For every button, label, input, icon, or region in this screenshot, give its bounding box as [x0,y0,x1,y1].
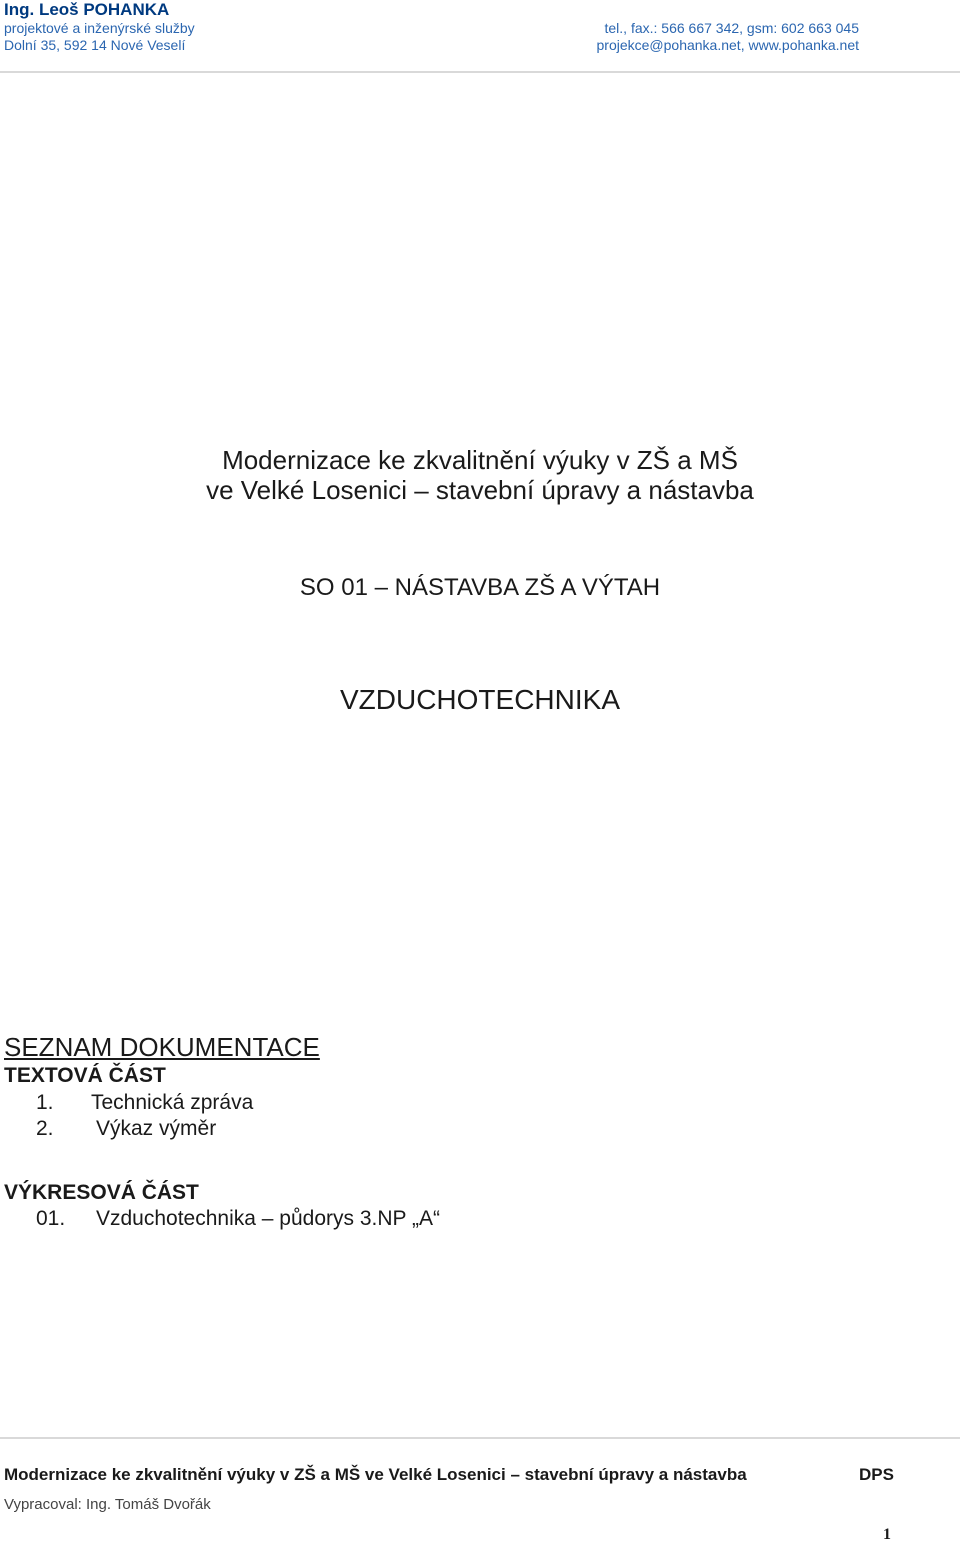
object-title: SO 01 – NÁSTAVBA ZŠ A VÝTAH [299,574,661,601]
text-item-number: 2. [36,1117,54,1140]
footer-divider [0,1437,960,1439]
documentation-heading: SEZNAM DOKUMENTACE [4,1032,320,1062]
company-address: Dolní 35, 592 14 Nové Veselí [4,37,186,53]
drawing-item-number: 01. [36,1207,66,1230]
text-part-heading: TEXTOVÁ ČÁST [4,1064,166,1087]
drawing-part-heading: VÝKRESOVÁ ČÁST [4,1181,199,1204]
text-item-label: Výkaz výměr [96,1117,217,1140]
footer-project-title: Modernizace ke zkvalitnění výuky v ZŠ a MŠ ve Velké Losenici – stavební úpravy a nástavba [4,1465,747,1484]
header-divider [0,71,960,73]
company-name: Ing. Leoš POHANKA [4,0,170,19]
text-item-number: 1. [36,1091,54,1114]
profession-title: VZDUCHOTECHNIKA [339,684,620,715]
project-title-line1: Modernizace ke zkvalitnění výuky v ZŠ a MŠ [222,445,738,475]
company-web: projekce@pohanka.net, www.pohanka.net [596,37,859,53]
drawing-item-label: Vzduchotechnika – půdorys 3.NP „A“ [96,1207,440,1230]
text-item-label: Technická zpráva [91,1091,254,1114]
footer-stage: DPS [859,1465,894,1484]
company-services: projektové a inženýrské služby [4,20,195,36]
project-title-line2: ve Velké Losenici – stavební úpravy a nástavba [206,475,754,505]
company-phone: tel., fax.: 566 667 342, gsm: 602 663 045 [604,20,859,36]
footer-prepared-by: Vypracoval: Ing. Tomáš Dvořák [4,1496,211,1513]
page-number: 1 [883,1526,891,1543]
